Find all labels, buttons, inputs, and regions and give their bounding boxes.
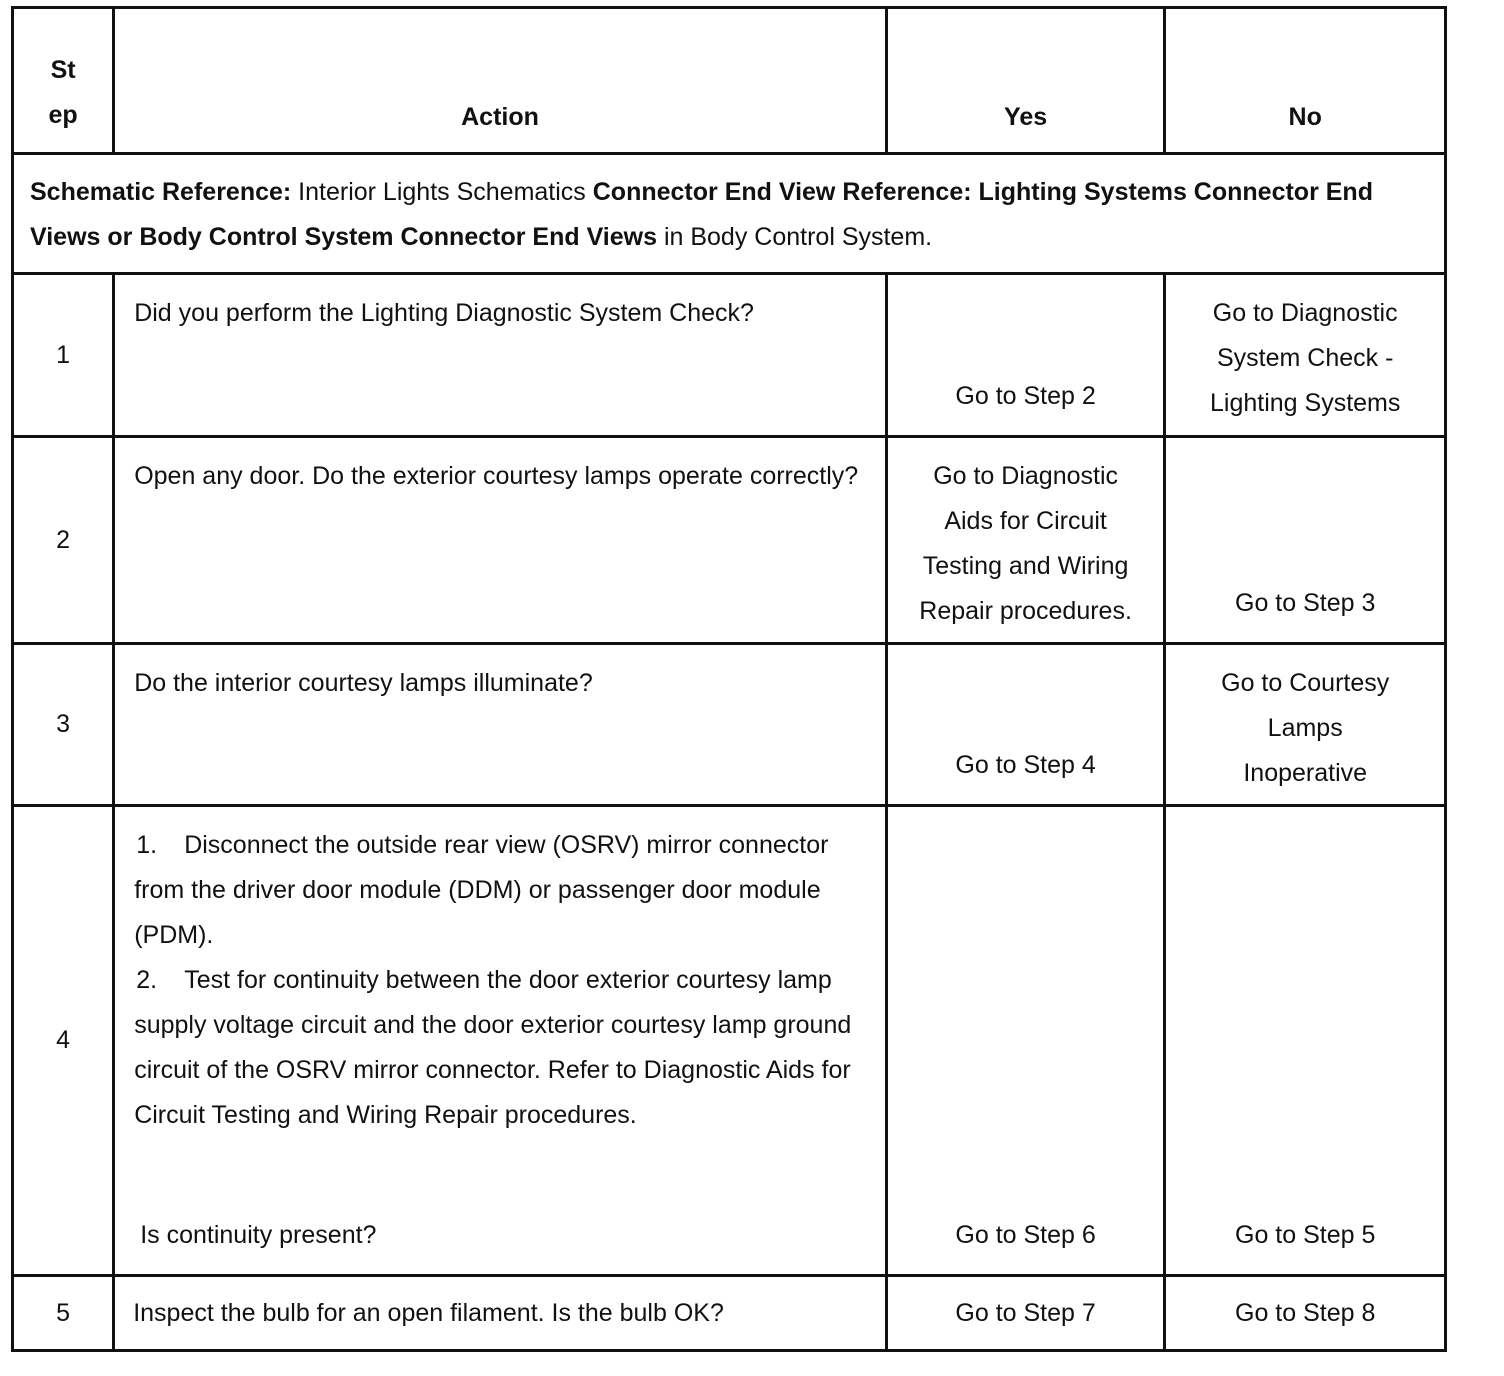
- no-text: Go to Courtesy Lamps Inoperative: [1221, 669, 1390, 787]
- no-cell: [1165, 806, 1446, 1276]
- yes-text: Go to Diagnostic Aids for Circuit Testing and Wiring Repair procedures.: [919, 462, 1132, 625]
- table-row: [13, 1276, 1446, 1351]
- table-row: [13, 274, 1446, 437]
- no-text: Go to Step 8: [1165, 1276, 1446, 1351]
- step-number: 4: [13, 806, 114, 1276]
- action-list-text: Disconnect the outside rear view (OSRV) mirror connector from the driver door module (DDM) or passenger door module (PDM).: [134, 831, 829, 949]
- yes-text: Go to Step 2: [955, 382, 1096, 410]
- table-row: [13, 644, 1446, 806]
- yes-cell: [886, 274, 1165, 437]
- yes-text: Go to Step 6: [955, 1221, 1096, 1249]
- action-list-number: 1.: [136, 831, 158, 859]
- header-no: No: [1165, 8, 1446, 154]
- header-action: Action: [114, 8, 887, 154]
- action-question: Is continuity present?: [140, 1221, 377, 1249]
- action-list-number: 2.: [136, 966, 158, 994]
- header-step: St ep: [13, 8, 114, 154]
- diagnostic-table: [11, 6, 1447, 1352]
- action-cell: [114, 806, 887, 1276]
- schematic-reference-label: Schematic Reference:: [30, 178, 292, 206]
- action-list-item: [134, 958, 875, 1138]
- action-text: Do the interior courtesy lamps illuminate?: [114, 644, 887, 806]
- header-row: [13, 8, 1446, 154]
- no-text: Go to Step 3: [1235, 589, 1376, 617]
- reference-cell: [13, 154, 1446, 274]
- step-number: 1: [13, 274, 114, 437]
- yes-text: Go to Step 4: [955, 751, 1096, 779]
- action-text: Open any door. Do the exterior courtesy lamps operate correctly?: [114, 437, 887, 644]
- connector-reference-label: Connector End View Reference: Lighting Systems Connector End Views or Body Control System Connector End Views: [30, 178, 1373, 251]
- yes-cell: [886, 644, 1165, 806]
- yes-cell: [886, 437, 1165, 644]
- schematic-reference-text: Interior Lights Schematics: [291, 178, 593, 206]
- action-text: Inspect the bulb for an open filament. Is the bulb OK?: [114, 1276, 887, 1351]
- no-cell: [1165, 644, 1446, 806]
- step-number: 2: [13, 437, 114, 644]
- yes-cell: [886, 806, 1165, 1276]
- table-row: [13, 806, 1446, 1276]
- yes-text: Go to Step 7: [886, 1276, 1165, 1351]
- step-number: 3: [13, 644, 114, 806]
- action-text: Did you perform the Lighting Diagnostic System Check?: [114, 274, 887, 437]
- no-text: Go to Step 5: [1235, 1221, 1376, 1249]
- action-list-text: Test for continuity between the door exterior courtesy lamp supply voltage circuit and the door exterior courtesy lamp ground circuit of the OSRV mirror connector. Refer to Diagnostic Aids for Circuit Testing and Wiring Repair procedures.: [134, 966, 852, 1129]
- no-cell: [1165, 437, 1446, 644]
- no-cell: [1165, 274, 1446, 437]
- step-number: 5: [13, 1276, 114, 1351]
- reference-row: [13, 154, 1446, 274]
- table-row: [13, 437, 1446, 644]
- header-yes: Yes: [886, 8, 1165, 154]
- action-list-item: [134, 823, 875, 958]
- connector-reference-tail: in Body Control System.: [657, 223, 933, 251]
- no-text: Go to Diagnostic System Check - Lighting Systems: [1210, 299, 1401, 417]
